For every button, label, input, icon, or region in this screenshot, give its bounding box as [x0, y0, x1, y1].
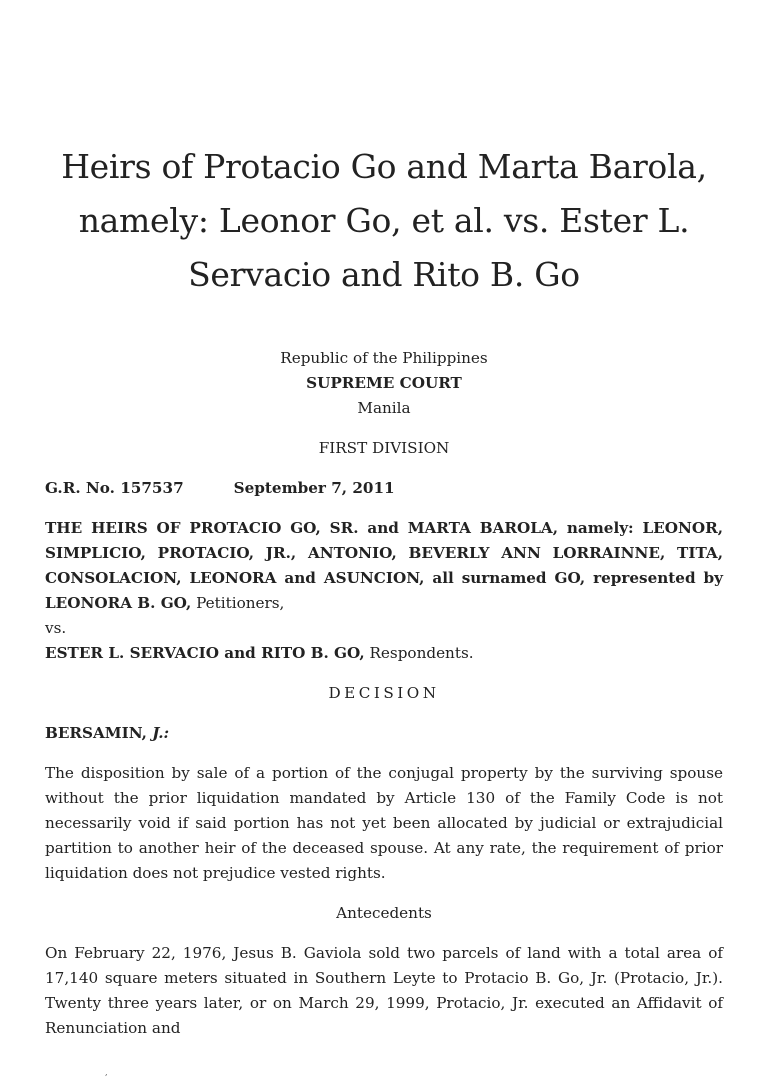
- petitioners-names: THE HEIRS OF PROTACIO GO, SR. and MARTA BAROLA, namely: LEONOR, SIMPLICIO, PROTACIO, JR., ANTONIO, BEVERLY ANN LORRAINNE, TITA, CONSOLACION, LEONORA and ASUNCION, all surnamed GO, represented by LEONORA B. GO,: [45, 519, 723, 612]
- ponente-name: BERSAMIN,: [45, 724, 153, 742]
- versus-label: vs.: [45, 619, 67, 637]
- cut-off-line: [45, 1056, 723, 1081]
- antecedents-heading: Antecedents: [336, 904, 432, 922]
- petitioners-role: Petitioners,: [191, 594, 285, 612]
- antecedents-paragraph: On February 22, 1976, Jesus B. Gaviola sold two parcels of land with a total area of 17,140 square meters situated in Southern Leyte to Protacio B. Go, Jr. (Protacio, Jr.). Twenty three years later, or on March 29, 1999, Protacio, Jr. executed an Affidavit of Renunciation and: [45, 944, 723, 1037]
- division-heading: FIRST DIVISION: [318, 439, 450, 457]
- republic-line: Republic of the Philippines: [280, 349, 488, 367]
- decision-heading: DECISION: [328, 684, 440, 702]
- petitioners-block: [45, 516, 723, 616]
- respondents-role: Respondents.: [364, 644, 474, 662]
- respondents-block: [45, 641, 723, 666]
- court-city: Manila: [357, 399, 411, 417]
- court-name: SUPREME COURT: [306, 374, 462, 392]
- document-body: [45, 346, 723, 1081]
- ponente-suffix: J.:: [152, 724, 170, 742]
- case-parties: [45, 516, 723, 666]
- intro-paragraph: The disposition by sale of a portion of the conjugal property by the surviving spouse without the prior liquidation mandated by Article 130 of the Family Code is not necessarily void if said portion has not yet been allocated by judicial or extrajudicial partition to another heir of the deceased spouse. At any rate, the requirement of prior liquidation does not prejudice vested rights.: [45, 764, 723, 882]
- cut-off-mark: ,: [105, 1068, 108, 1077]
- case-number-line: [45, 476, 723, 501]
- decision-date: September 7, 2011: [233, 479, 395, 497]
- respondents-names: ESTER L. SERVACIO and RITO B. GO,: [45, 644, 365, 662]
- document-title: Heirs of Protacio Go and Marta Barola, namely: Leonor Go, et al. vs. Ester L. Servacio and Rito B. Go: [61, 147, 707, 294]
- court-header: [45, 346, 723, 421]
- gr-number: G.R. No. 157537: [45, 479, 184, 497]
- ponente-line: [45, 721, 723, 746]
